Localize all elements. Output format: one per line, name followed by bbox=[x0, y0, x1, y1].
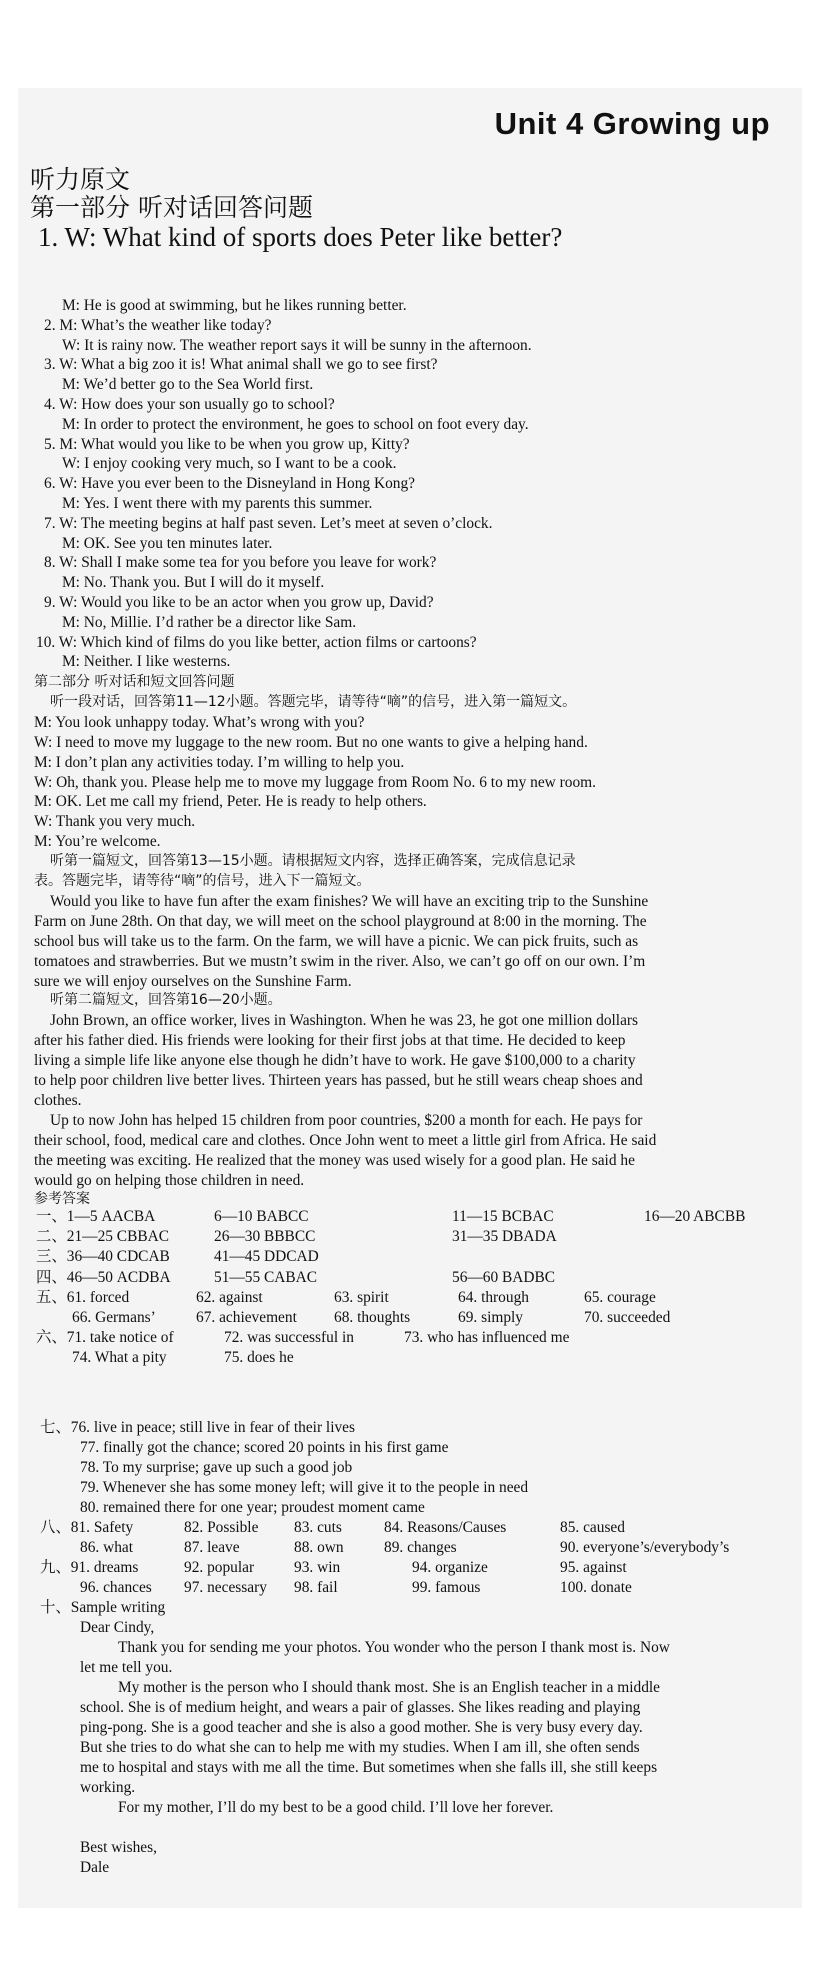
text-line: tomatoes and strawberries. But we mustn’t swim in the river. Also, we can’t go off on our own. I’m bbox=[34, 952, 646, 970]
text-line: Would you like to have fun after the exam finishes? We will have an exciting trip to the Sunshine bbox=[50, 892, 649, 910]
text-line: But she tries to do what she can to help me with my studies. When I am ill, she often sends bbox=[80, 1739, 640, 1756]
text-line: 16—20 ABCBB bbox=[644, 1208, 746, 1225]
text-line: 63. spirit bbox=[334, 1288, 389, 1306]
text-line: 88. own bbox=[294, 1539, 344, 1556]
text-line: 一、1—5 AACBA bbox=[36, 1208, 156, 1225]
text-line: M: No, Millie. I’d rather be a director like Sam. bbox=[62, 613, 357, 631]
text-line: 8. W: Shall I make some tea for you before you leave for work? bbox=[44, 554, 437, 572]
text-line: My mother is the person who I should thank most. She is an English teacher in a middle bbox=[118, 1679, 661, 1696]
text-line: school. She is of medium height, and wears a pair of glasses. She likes reading and playing bbox=[80, 1699, 641, 1716]
text-line: 97. necessary bbox=[184, 1579, 267, 1596]
question-1: 1. W: What kind of sports does Peter like better? bbox=[38, 222, 563, 252]
text-line: 51—55 CABAC bbox=[214, 1268, 318, 1286]
text-line: M: OK. See you ten minutes later. bbox=[62, 534, 273, 552]
text-line: 69. simply bbox=[458, 1309, 523, 1326]
text-line: 74. What a pity bbox=[72, 1349, 167, 1367]
text-line: Dear Cindy, bbox=[80, 1619, 155, 1636]
text-line: 参考答案 bbox=[34, 1191, 90, 1208]
text-line: W: It is rainy now. The weather report says it will be sunny in the afternoon. bbox=[62, 336, 532, 354]
text-line: 100. donate bbox=[560, 1579, 632, 1596]
text-line: M: He is good at swimming, but he likes running better. bbox=[62, 297, 407, 314]
text-line: 80. remained there for one year; proudest moment came bbox=[80, 1499, 425, 1516]
text-line: Dale bbox=[80, 1859, 110, 1876]
text-line: M: Neither. I like westerns. bbox=[62, 653, 231, 671]
text-line: 九、91. dreams bbox=[40, 1559, 139, 1576]
text-line: 65. courage bbox=[584, 1288, 656, 1306]
text-line: 94. organize bbox=[412, 1559, 488, 1576]
text-line: 73. who has influenced me bbox=[404, 1329, 570, 1347]
text-line: 92. popular bbox=[184, 1559, 255, 1576]
text-line: after his father died. His friends were looking for their first jobs at that time. He decided to keep bbox=[34, 1032, 626, 1050]
text-line: 87. leave bbox=[184, 1539, 240, 1556]
text-line: the meeting was exciting. He realized that the money was used wisely for a good plan. He said he bbox=[34, 1151, 635, 1169]
text-line: sure we will enjoy ourselves on the Sunshine Farm. bbox=[34, 972, 352, 990]
text-line: their school, food, medical care and clothes. Once John went to meet a little girl from Africa. He said bbox=[34, 1131, 657, 1149]
text-line: Thank you for sending me your photos. You wonder who the person I thank most is. Now bbox=[118, 1639, 670, 1656]
text-line: 70. succeeded bbox=[584, 1309, 671, 1326]
text-line: 六、71. take notice of bbox=[36, 1329, 174, 1347]
text-line: 表。答题完毕，请等待“嘀”的信号，进入下一篇短文。 bbox=[34, 873, 371, 889]
text-line: 八、81. Safety bbox=[40, 1519, 134, 1536]
text-line: 68. thoughts bbox=[334, 1309, 411, 1326]
text-line: John Brown, an office worker, lives in Washington. When he was 23, he got one million dollars bbox=[50, 1012, 639, 1030]
text-line: 67. achievement bbox=[196, 1309, 297, 1326]
text-line: 96. chances bbox=[80, 1579, 152, 1596]
text-line: 3. W: What a big zoo it is! What animal shall we go to see first? bbox=[44, 356, 438, 374]
text-line: 二、21—25 CBBAC bbox=[36, 1228, 169, 1246]
text-line: school bus will take us to the farm. On the farm, we will have a picnic. We can pick fruits, such as bbox=[34, 932, 639, 950]
text-line: ping-pong. She is a good teacher and she is also a good mother. She is very busy every day. bbox=[80, 1719, 643, 1736]
text-line: 98. fail bbox=[294, 1579, 338, 1596]
text-line: 9. W: Would you like to be an actor when you grow up, David? bbox=[44, 594, 434, 611]
text-line: M: OK. Let me call my friend, Peter. He is ready to help others. bbox=[34, 793, 427, 811]
text-line: 93. win bbox=[294, 1559, 341, 1576]
text-line: me to hospital and stays with me all the time. But sometimes when she falls ill, she still keeps bbox=[80, 1759, 658, 1776]
text-line: Best wishes, bbox=[80, 1839, 157, 1856]
text-line: 89. changes bbox=[384, 1539, 457, 1556]
section-heading-part1: 第一部分 听对话回答问题 bbox=[30, 193, 313, 222]
text-line: 72. was successful in bbox=[224, 1329, 354, 1347]
text-line: 第二部分 听对话和短文回答问题 bbox=[34, 674, 235, 690]
text-line: 5. M: What would you like to be when you grow up, Kitty? bbox=[44, 435, 410, 453]
text-line: 78. To my surprise; gave up such a good job bbox=[80, 1459, 353, 1476]
text-line: 7. W: The meeting begins at half past seven. Let’s meet at seven o’clock. bbox=[44, 514, 493, 532]
text-line: 90. everyone’s/everybody’s bbox=[560, 1539, 730, 1556]
text-line: 十、Sample writing bbox=[40, 1599, 166, 1616]
text-line: 听一段对话，回答第11—12小题。答题完毕，请等待“嘀”的信号，进入第一篇短文。 bbox=[50, 693, 577, 710]
text-line: 31—35 DBADA bbox=[452, 1228, 557, 1246]
section-heading-transcript: 听力原文 bbox=[30, 165, 131, 194]
text-line: 62. against bbox=[196, 1288, 263, 1306]
text-line: 86. what bbox=[80, 1539, 134, 1556]
text-line: 四、46—50 ACDBA bbox=[36, 1268, 171, 1286]
text-line: 听第一篇短文，回答第13—15小题。请根据短文内容，选择正确答案，完成信息记录 bbox=[50, 853, 576, 870]
text-line: 41—45 DDCAD bbox=[214, 1248, 319, 1266]
text-line: 64. through bbox=[458, 1288, 529, 1306]
text-line: would go on helping those children in need. bbox=[34, 1171, 305, 1189]
text-line: W: Oh, thank you. Please help me to move my luggage from Room No. 6 to my new room. bbox=[34, 773, 596, 791]
text-line: 11—15 BCBAC bbox=[452, 1208, 554, 1225]
text-line: clothes. bbox=[34, 1091, 82, 1109]
text-line: M: We’d better go to the Sea World first. bbox=[62, 376, 314, 394]
text-line: 七、76. live in peace; still live in fear of their lives bbox=[40, 1419, 355, 1436]
text-line: For my mother, I’ll do my best to be a good child. I’ll love her forever. bbox=[118, 1799, 554, 1816]
text-line: 10. W: Which kind of films do you like better, action films or cartoons? bbox=[36, 633, 477, 651]
text-line: working. bbox=[80, 1779, 136, 1796]
text-line: 79. Whenever she has some money left; will give it to the people in need bbox=[80, 1479, 529, 1496]
text-line: W: I need to move my luggage to the new room. But no one wants to give a helping hand. bbox=[34, 733, 588, 751]
text-line: 75. does he bbox=[224, 1349, 294, 1367]
text-line: 6—10 BABCC bbox=[214, 1208, 309, 1225]
text-line: 95. against bbox=[560, 1559, 627, 1576]
text-line: 85. caused bbox=[560, 1519, 625, 1536]
text-line: W: Thank you very much. bbox=[34, 813, 196, 831]
text-line: 五、61. forced bbox=[36, 1288, 130, 1306]
text-line: 82. Possible bbox=[184, 1519, 259, 1536]
text-line: M: I don’t plan any activities today. I’m willing to help you. bbox=[34, 753, 405, 771]
text-line: 2. M: What’s the weather like today? bbox=[44, 316, 272, 334]
text-line: 77. finally got the chance; scored 20 points in his first game bbox=[80, 1439, 449, 1456]
text-line: 84. Reasons/Causes bbox=[384, 1519, 507, 1536]
text-line: living a simple life like anyone else though he didn’t have to work. He gave $100,000 to a charity bbox=[34, 1052, 636, 1070]
text-line: Farm on June 28th. On that day, we will meet on the school playground at 8:00 in the morning. The bbox=[34, 912, 647, 930]
text-line: 26—30 BBBCC bbox=[214, 1228, 316, 1246]
unit-title: Unit 4 Growing up bbox=[494, 106, 770, 141]
text-line: 三、36—40 CDCAB bbox=[36, 1248, 170, 1266]
text-line: 56—60 BADBC bbox=[452, 1268, 556, 1286]
text-line: 99. famous bbox=[412, 1579, 481, 1596]
text-line: let me tell you. bbox=[80, 1659, 173, 1676]
text-line: 66. Germans’ bbox=[72, 1309, 156, 1326]
text-line: to help poor children live better lives. Thirteen years has passed, but he still wears cheap shoes and bbox=[34, 1072, 643, 1089]
text-line: W: I enjoy cooking very much, so I want to be a cook. bbox=[62, 455, 397, 473]
text-line: M: You’re welcome. bbox=[34, 833, 161, 851]
text-line: M: You look unhappy today. What’s wrong with you? bbox=[34, 713, 365, 731]
text-line: 83. cuts bbox=[294, 1519, 342, 1536]
text-line: Up to now John has helped 15 children from poor countries, $200 a month for each. He pays for bbox=[50, 1111, 643, 1129]
text-line: 6. W: Have you ever been to the Disneyland in Hong Kong? bbox=[44, 475, 415, 493]
text-line: 听第二篇短文，回答第16—20小题。 bbox=[50, 992, 282, 1009]
text-line: M: No. Thank you. But I will do it myself. bbox=[62, 574, 325, 592]
text-line: 4. W: How does your son usually go to school? bbox=[44, 396, 335, 413]
text-line: M: In order to protect the environment, he goes to school on foot every day. bbox=[62, 415, 529, 433]
text-line: M: Yes. I went there with my parents this summer. bbox=[62, 495, 373, 512]
